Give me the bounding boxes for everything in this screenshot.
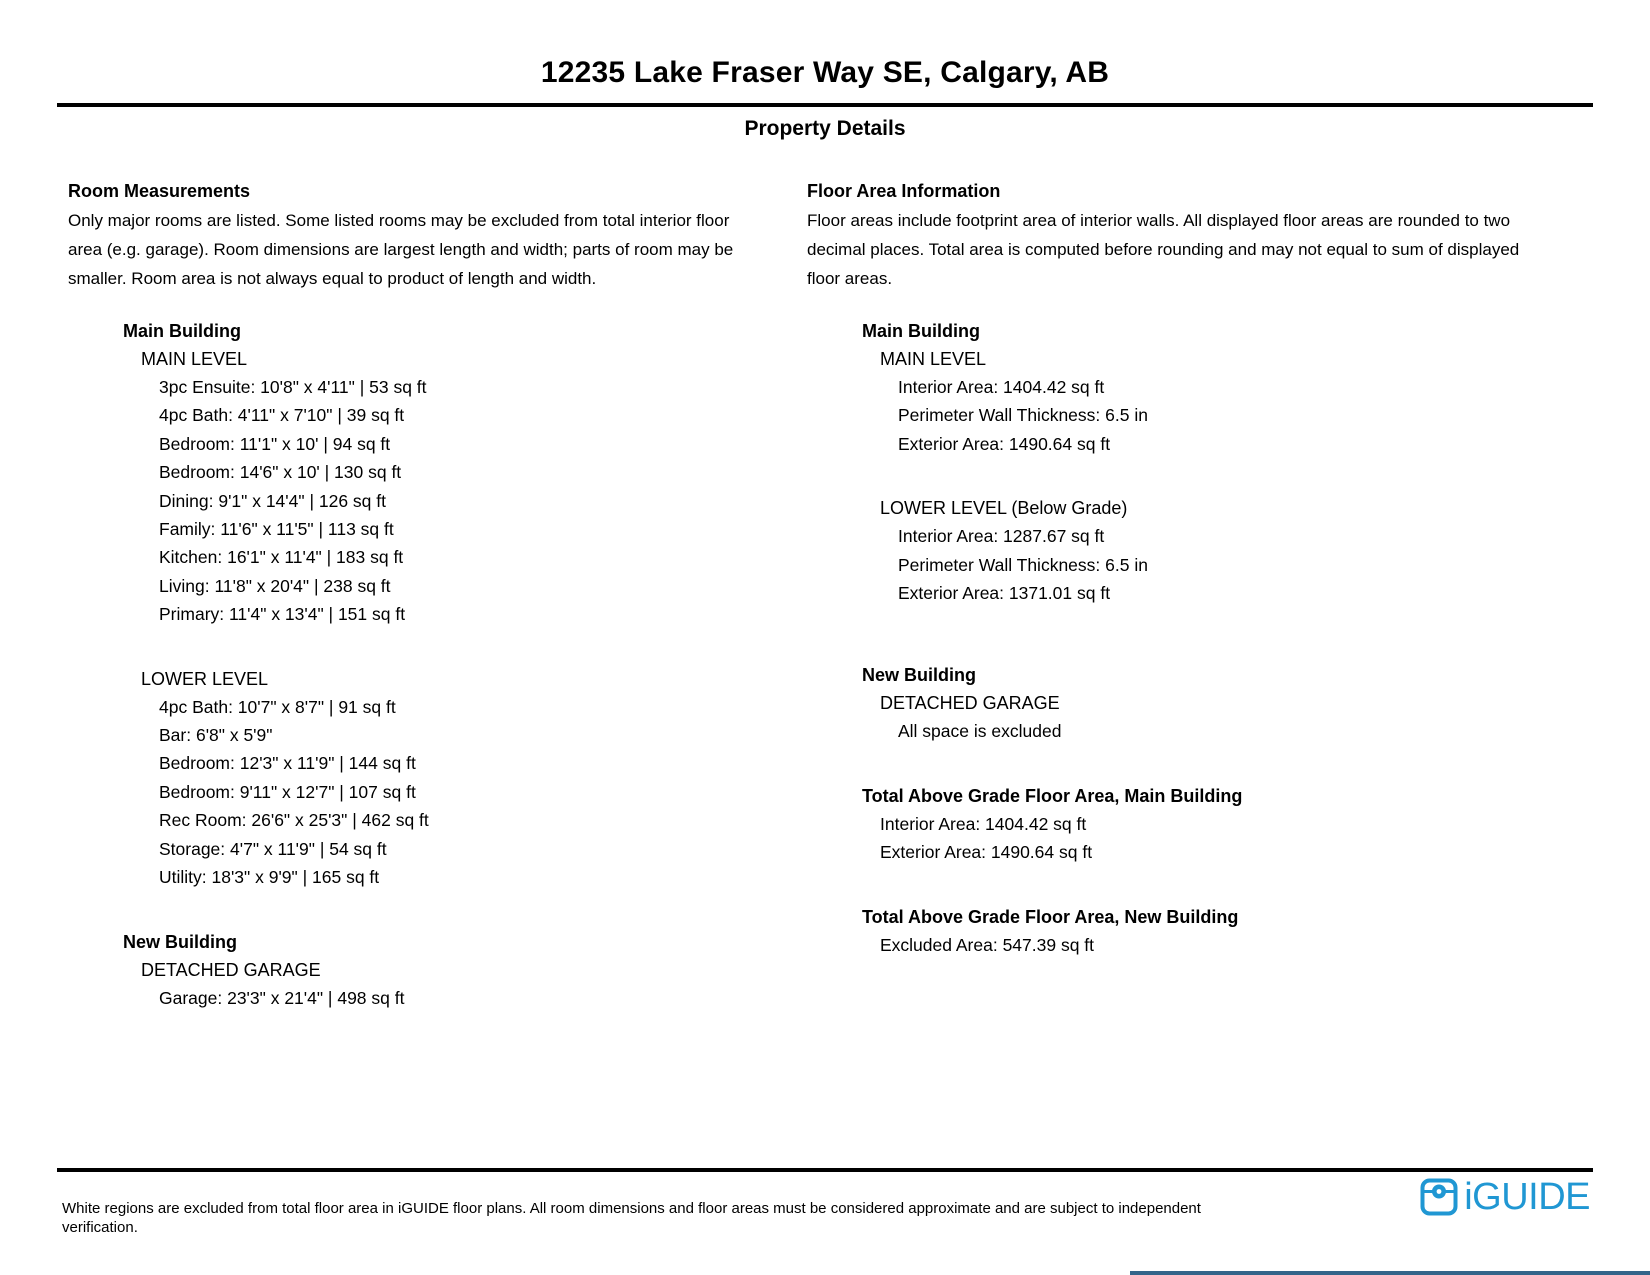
room-line: Utility: 18'3" x 9'9" | 165 sq ft [159, 867, 380, 888]
iguide-logo-text: iGUIDE [1464, 1176, 1590, 1218]
page-subtitle: Property Details [744, 117, 906, 140]
room-line: Garage: 23'3" x 21'4" | 498 sq ft [159, 987, 405, 1008]
area-line: Exterior Area: 1371.01 sq ft [898, 583, 1111, 604]
iguide-camera-icon [1420, 1178, 1458, 1216]
room-line: Rec Room: 26'6" x 25'3" | 462 sq ft [159, 810, 429, 831]
floor-area-description: Floor areas include footprint area of interior walls. All displayed floor areas are rounded to two decimal places. Total area is computed before rounding and may not equal to sum of displayed floor areas. [807, 211, 1520, 288]
level-heading-detached-garage: DETACHED GARAGE [141, 959, 321, 980]
content-columns [0, 177, 1650, 1012]
level-heading-main-level: MAIN LEVEL [141, 349, 248, 369]
room-line: Dining: 9'1" x 14'4" | 126 sq ft [159, 490, 386, 511]
area-line: Interior Area: 1404.42 sq ft [898, 377, 1105, 397]
room-measurements-heading: Room Measurements [68, 181, 251, 201]
level-heading-lower-level: LOWER LEVEL (Below Grade) [880, 498, 1128, 519]
area-line: Excluded Area: 547.39 sq ft [880, 934, 1095, 955]
room-line: Family: 11'6" x 11'5" | 113 sq ft [159, 519, 394, 540]
area-line: Interior Area: 1404.42 sq ft [880, 813, 1087, 834]
room-line: Kitchen: 16'1" x 11'4" | 183 sq ft [159, 547, 404, 568]
page-title: 12235 Lake Fraser Way SE, Calgary, AB [540, 56, 1110, 89]
room-line: Living: 11'8" x 20'4" | 238 sq ft [159, 575, 391, 596]
area-line: Exterior Area: 1490.64 sq ft [880, 842, 1093, 863]
area-line: Interior Area: 1287.67 sq ft [898, 526, 1105, 547]
level-heading-main-level: MAIN LEVEL [880, 349, 987, 369]
building-heading-new: New Building [862, 665, 976, 686]
room-line: Storage: 4'7" x 11'9" | 54 sq ft [159, 838, 387, 859]
total-main-building-heading: Total Above Grade Floor Area, Main Building [862, 785, 1243, 806]
room-measurements-description: Only major rooms are listed. Some listed rooms may be excluded from total interior floor area (e.g. garage). Room dimensions are largest length and width; parts of room may be smaller. Room area is not always equal to product of length and width. [68, 211, 734, 288]
room-line: Bedroom: 11'1" x 10' | 94 sq ft [159, 433, 391, 454]
room-measurements-section [68, 177, 768, 1012]
area-line: All space is excluded [898, 721, 1062, 742]
building-heading-main: Main Building [123, 321, 241, 341]
total-new-building-heading: Total Above Grade Floor Area, New Building [862, 906, 1239, 927]
floor-area-heading: Floor Area Information [807, 181, 1001, 201]
footer-divider [57, 1168, 1593, 1172]
room-line: Bedroom: 9'11" x 12'7" | 107 sq ft [159, 781, 416, 802]
level-heading-lower-level: LOWER LEVEL [141, 668, 269, 689]
building-heading-main: Main Building [862, 321, 980, 341]
header-divider [57, 103, 1593, 107]
room-line: Bar: 6'8" x 5'9" [159, 725, 273, 746]
area-line: Perimeter Wall Thickness: 6.5 in [898, 554, 1148, 575]
footer-disclaimer: White regions are excluded from total floor area in iGUIDE floor plans. All room dimensions and floor areas must be considered approximate and are subject to independent verification. [62, 1200, 1201, 1236]
area-line: Perimeter Wall Thickness: 6.5 in [898, 405, 1148, 426]
room-line: Bedroom: 14'6" x 10' | 130 sq ft [159, 462, 402, 483]
area-line: Exterior Area: 1490.64 sq ft [898, 433, 1111, 454]
room-line: Bedroom: 12'3" x 11'9" | 144 sq ft [159, 753, 416, 774]
iguide-logo [1420, 1178, 1590, 1216]
level-heading-detached-garage: DETACHED GARAGE [880, 693, 1060, 714]
room-line: Primary: 11'4" x 13'4" | 151 sq ft [159, 604, 406, 625]
building-heading-new: New Building [123, 931, 237, 952]
room-line: 3pc Ensuite: 10'8" x 4'11" | 53 sq ft [159, 377, 427, 397]
room-line: 4pc Bath: 10'7" x 8'7" | 91 sq ft [159, 696, 396, 717]
room-line: 4pc Bath: 4'11" x 7'10" | 39 sq ft [159, 405, 405, 426]
floor-area-information-section [807, 177, 1527, 959]
page-edge-accent [1130, 1271, 1650, 1275]
